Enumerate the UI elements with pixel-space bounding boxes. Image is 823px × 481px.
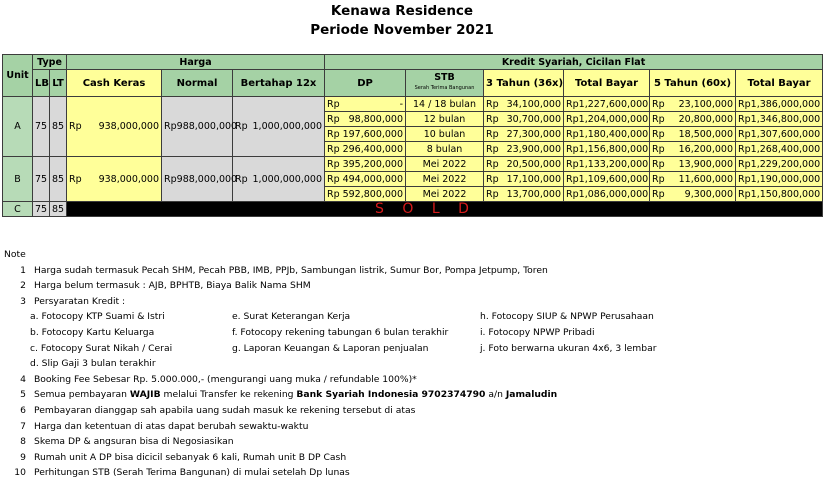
amount-value: 27,300,000 (506, 128, 562, 140)
amount-value: 30,700,000 (506, 113, 562, 125)
total-bayar-5-cell (736, 127, 823, 142)
cicilan-3-tahun-cell (484, 97, 564, 112)
amount-value: 1,386,000,000 (750, 98, 821, 110)
table-row (3, 157, 823, 172)
amount-value: 1,227,600,000 (578, 98, 649, 110)
total-bayar-3-header: Total Bayar (564, 70, 650, 97)
table-row (3, 97, 823, 112)
currency-label: Rp (327, 143, 340, 155)
amount-value: 23,100,000 (678, 98, 734, 110)
amount-value: 938,000,000 (98, 121, 160, 132)
amount-value: 1,268,400,000 (750, 143, 821, 155)
kredit-header: Kredit Syariah, Cicilan Flat (325, 55, 823, 70)
dp-header: DP (325, 70, 406, 97)
harga-header: Harga (67, 55, 325, 70)
stb-cell: Mei 2022 (406, 157, 484, 172)
currency-label: Rp (327, 113, 340, 125)
note-item: 9 Rumah unit A DP bisa dicicil sebanyak 6 kali, Rumah unit B DP Cash (20, 451, 347, 463)
cicilan-3-tahun-cell (484, 142, 564, 157)
currency-label: Rp (235, 121, 248, 132)
currency-label: Rp (486, 158, 499, 170)
requirement-row: b. Fotocopy Kartu Keluarga f. Fotocopy rekening tabungan 6 bulan terakhir i. Fotocopy NPWP Pribadi (30, 326, 595, 338)
note-item: 4 Booking Fee Sebesar Rp. 5.000.000,- (mengurangi uang muka / refundable 100%)* (20, 373, 417, 385)
total-bayar-5-cell (736, 187, 823, 202)
dp-cell (325, 142, 406, 157)
stb-sub-label: Serah Terima Bangunan (414, 85, 475, 91)
cicilan-5-tahun-cell (650, 187, 736, 202)
amount-value: 1,109,600,000 (578, 173, 649, 185)
amount-value: 98,800,000 (348, 113, 404, 125)
normal-cell (162, 157, 238, 202)
currency-label: Rp (164, 121, 177, 132)
note-item: 1 Harga sudah termasuk Pecah SHM, Pecah PBB, IMB, PPJb, Sambungan listrik, Sumur Bor, Pompa Jetpump, Toren (20, 264, 548, 276)
amount-value: 938,000,000 (98, 173, 160, 185)
currency-label: Rp (486, 98, 499, 110)
type-header: Type (33, 55, 67, 70)
amount-value: 1,307,600,000 (750, 128, 821, 140)
lt-cell: 85 (50, 157, 67, 202)
total-bayar-3-cell (564, 157, 650, 172)
currency-label: Rp (486, 143, 499, 155)
currency-label: Rp (164, 173, 177, 185)
amount-value: 20,800,000 (678, 113, 734, 125)
amount-value: 494,000,000 (342, 173, 404, 185)
total-bayar-3-cell (564, 97, 650, 112)
requirement-row: c. Fotocopy Surat Nikah / Cerai g. Laporan Keuangan & Laporan penjualan j. Foto berwarna ukuran 4x6, 3 lembar (30, 342, 657, 354)
currency-label: Rp (566, 98, 579, 110)
bertahap-cell (233, 157, 325, 202)
currency-label: Rp (738, 113, 751, 125)
currency-label: Rp (652, 128, 665, 140)
currency-label: Rp (486, 113, 499, 125)
total-bayar-3-cell (564, 142, 650, 157)
currency-label: Rp (652, 158, 665, 170)
amount-value: 296,400,000 (342, 143, 404, 155)
cicilan-3-tahun-cell (484, 127, 564, 142)
note-item: 6 Pembayaran dianggap sah apabila uang sudah masuk ke rekening tersebut di atas (20, 404, 416, 416)
currency-label: Rp (738, 98, 751, 110)
amount-value: 988,000,000 (176, 121, 238, 132)
unit-cell: B (3, 157, 33, 202)
currency-label: Rp (566, 113, 579, 125)
total-bayar-5-header: Total Bayar (736, 70, 823, 97)
currency-label: Rp (327, 188, 340, 200)
dp-cell (325, 97, 406, 112)
stb-cell: Mei 2022 (406, 187, 484, 202)
lb-cell: 75 (33, 202, 50, 217)
note-item: 5 Semua pembayaran WAJIB melalui Transfer ke rekening Bank Syariah Indonesia 9702374790 a/n Jamaludin (4, 387, 800, 403)
cicilan-5-tahun-cell (650, 112, 736, 127)
lb-cell: 75 (33, 157, 50, 202)
amount-value: 13,700,000 (506, 188, 562, 200)
currency-label: Rp (327, 173, 340, 185)
requirement-row: d. Slip Gaji 3 bulan terakhir (30, 358, 156, 370)
price-table (2, 54, 823, 217)
sold-label: S O L D (375, 200, 469, 217)
total-bayar-5-cell (736, 157, 823, 172)
stb-cell: 14 / 18 bulan (406, 97, 484, 112)
total-bayar-5-cell (736, 97, 823, 112)
stb-cell: 8 bulan (406, 142, 484, 157)
total-bayar-3-cell (564, 172, 650, 187)
amount-value: 1,156,800,000 (578, 143, 649, 155)
currency-label: Rp (652, 98, 665, 110)
amount-value: 1,000,000,000 (252, 121, 323, 132)
stb-header (406, 70, 484, 97)
dp-cell (325, 112, 406, 127)
amount-value: 1,190,000,000 (750, 173, 821, 185)
cash-keras-cell (67, 157, 162, 202)
currency-label: Rp (652, 173, 665, 185)
total-bayar-3-cell (564, 127, 650, 142)
currency-label: Rp (738, 128, 751, 140)
note-item: 3 Persyaratan Kredit : (20, 295, 126, 307)
amount-value: 395,200,000 (342, 158, 404, 170)
normal-cell (162, 97, 238, 157)
cicilan-3-tahun-cell (484, 172, 564, 187)
note-item: 7 Harga dan ketentuan di atas dapat berubah sewaktu-waktu (20, 420, 309, 432)
amount-value: 11,600,000 (678, 173, 734, 185)
cicilan-5-tahun-cell (650, 172, 736, 187)
unit-header: Unit (3, 55, 33, 97)
amount-value: 1,150,800,000 (750, 188, 821, 200)
currency-label: Rp (738, 143, 751, 155)
amount-value: 34,100,000 (506, 98, 562, 110)
bertahap-header: Bertahap 12x (233, 70, 325, 97)
stb-cell: Mei 2022 (406, 172, 484, 187)
lt-cell: 85 (50, 202, 67, 217)
amount-value: 1,229,200,000 (750, 158, 821, 170)
bertahap-cell (233, 97, 325, 157)
currency-label: Rp (652, 113, 665, 125)
lt-cell: 85 (50, 97, 67, 157)
currency-label: Rp (235, 173, 248, 185)
cicilan-5-tahun-cell (650, 97, 736, 112)
currency-label: Rp (738, 158, 751, 170)
currency-label: Rp (327, 98, 340, 110)
stb-label: STB (434, 72, 455, 83)
cash-keras-header: Cash Keras (67, 70, 162, 97)
currency-label: Rp (738, 173, 751, 185)
currency-label: Rp (327, 158, 340, 170)
tahun5-header: 5 Tahun (60x) (650, 70, 736, 97)
cicilan-5-tahun-cell (650, 157, 736, 172)
currency-label: Rp (69, 121, 82, 132)
lt-header: LT (50, 70, 67, 97)
notes-heading: Note (4, 249, 26, 260)
currency-label: Rp (486, 128, 499, 140)
total-bayar-3-cell (564, 187, 650, 202)
amount-value: 18,500,000 (678, 128, 734, 140)
notes-section (4, 247, 800, 481)
total-bayar-3-cell (564, 112, 650, 127)
lb-header: LB (33, 70, 50, 97)
amount-value: 1,000,000,000 (252, 173, 323, 185)
requirement-row: a. Fotocopy KTP Suami & Istri e. Surat Keterangan Kerja h. Fotocopy SIUP & NPWP Perusahaan (30, 311, 654, 323)
currency-label: Rp (566, 173, 579, 185)
amount-value: 1,204,000,000 (578, 113, 649, 125)
currency-label: Rp (486, 173, 499, 185)
amount-value: - (399, 98, 404, 110)
amount-value: 1,133,200,000 (578, 158, 649, 170)
amount-value: 20,500,000 (506, 158, 562, 170)
payment-note: Semua pembayaran WAJIB melalui Transfer ke rekening Bank Syariah Indonesia 9702374790 a/n Jamaludin (34, 389, 558, 401)
amount-value: 197,600,000 (342, 128, 404, 140)
cicilan-3-tahun-cell (484, 187, 564, 202)
currency-label: Rp (652, 143, 665, 155)
dp-cell (325, 127, 406, 142)
currency-label: Rp (327, 128, 340, 140)
dp-cell (325, 157, 406, 172)
sold-banner (67, 202, 823, 217)
amount-value: 988,000,000 (176, 173, 238, 185)
unit-cell: C (3, 202, 33, 217)
unit-cell: A (3, 97, 33, 157)
total-bayar-5-cell (736, 112, 823, 127)
period-subtitle: Periode November 2021 (310, 22, 494, 38)
currency-label: Rp (69, 173, 82, 185)
total-bayar-5-cell (736, 142, 823, 157)
amount-value: 592,800,000 (342, 188, 404, 200)
tahun3-header: 3 Tahun (36x) (484, 70, 564, 97)
lb-cell: 75 (33, 97, 50, 157)
stb-cell: 12 bulan (406, 112, 484, 127)
stb-cell: 10 bulan (406, 127, 484, 142)
currency-label: Rp (652, 188, 665, 200)
cash-keras-cell (67, 97, 162, 157)
amount-value: 17,100,000 (506, 173, 562, 185)
page-title: Kenawa Residence (330, 3, 474, 19)
cicilan-3-tahun-cell (484, 157, 564, 172)
currency-label: Rp (566, 188, 579, 200)
currency-label: Rp (738, 188, 751, 200)
note-item: 8 Skema DP & angsuran bisa di Negosiasikan (20, 436, 234, 448)
cicilan-5-tahun-cell (650, 127, 736, 142)
note-item: 10 Perhitungan STB (Serah Terima Bangunan) di mulai setelah Dp lunas (14, 467, 350, 479)
amount-value: 23,900,000 (506, 143, 562, 155)
amount-value: 1,180,400,000 (578, 128, 649, 140)
amount-value: 13,900,000 (678, 158, 734, 170)
currency-label: Rp (486, 188, 499, 200)
dp-cell (325, 187, 406, 202)
amount-value: 1,346,800,000 (750, 113, 821, 125)
table-row-sold (3, 202, 823, 217)
currency-label: Rp (566, 158, 579, 170)
amount-value: 9,300,000 (684, 188, 734, 200)
normal-header: Normal (162, 70, 233, 97)
cicilan-5-tahun-cell (650, 142, 736, 157)
amount-value: 1,086,000,000 (578, 188, 649, 200)
note-item: 2 Harga belum termasuk : AJB, BPHTB, Biaya Balik Nama SHM (20, 280, 311, 292)
total-bayar-5-cell (736, 172, 823, 187)
currency-label: Rp (566, 128, 579, 140)
amount-value: 16,200,000 (678, 143, 734, 155)
currency-label: Rp (566, 143, 579, 155)
cicilan-3-tahun-cell (484, 112, 564, 127)
dp-cell (325, 172, 406, 187)
